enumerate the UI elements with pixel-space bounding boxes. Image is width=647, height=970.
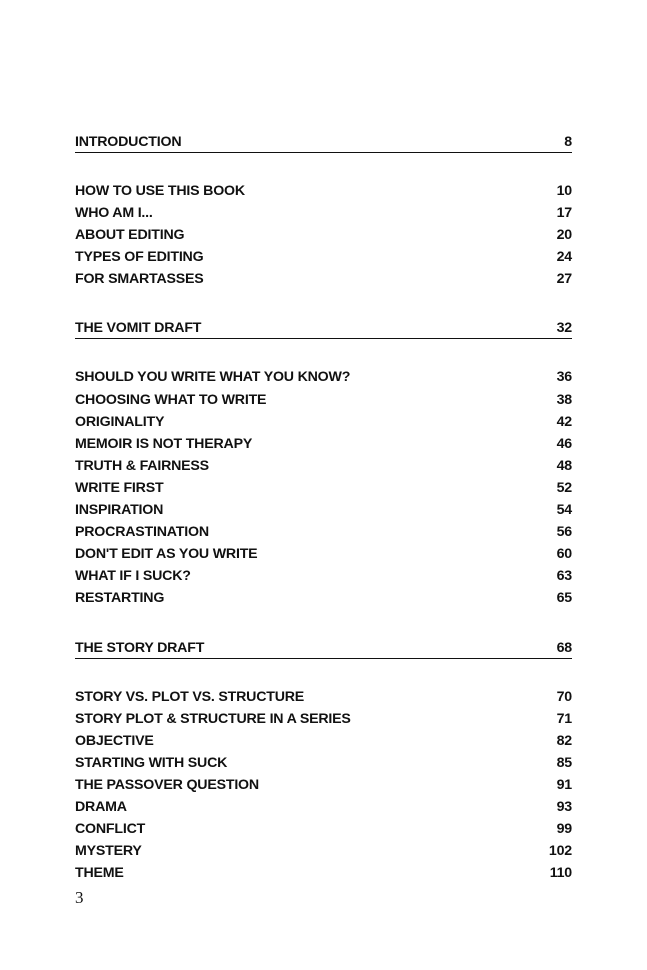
toc-entry-page: 46 xyxy=(556,435,572,452)
toc-entry-title: ABOUT EDITING xyxy=(75,227,185,244)
toc-section-story-draft xyxy=(75,637,572,885)
toc-entry-page: 63 xyxy=(556,568,572,585)
toc-entry-title: HOW TO USE THIS BOOK xyxy=(75,183,245,199)
toc-entry-page: 27 xyxy=(556,271,572,288)
toc-entry xyxy=(75,796,572,818)
toc-entry-page: 99 xyxy=(556,821,572,838)
toc-entry xyxy=(75,818,572,840)
table-of-contents xyxy=(75,131,572,884)
toc-entry-title: DRAMA xyxy=(75,798,127,815)
toc-entry-page: 91 xyxy=(556,776,572,793)
toc-entry-title: FOR SMARTASSES xyxy=(75,271,204,288)
toc-entry-title: SHOULD YOU WRITE WHAT YOU KNOW? xyxy=(75,369,351,386)
toc-entry xyxy=(75,477,572,499)
toc-entry xyxy=(75,268,572,290)
toc-entry-page: 52 xyxy=(556,479,572,496)
toc-entry-title: PROCRASTINATION xyxy=(75,524,209,541)
toc-entry-page: 70 xyxy=(556,688,572,705)
toc-entry-title: WHAT IF I SUCK? xyxy=(75,568,191,585)
toc-entry-title: INSPIRATION xyxy=(75,502,164,519)
toc-entry xyxy=(75,411,572,433)
toc-entry-page: 48 xyxy=(556,457,572,474)
toc-entry xyxy=(75,389,572,411)
toc-entry-page: 110 xyxy=(549,865,572,882)
toc-heading xyxy=(75,317,572,339)
toc-entry xyxy=(75,246,572,268)
toc-entry xyxy=(75,433,572,455)
toc-heading-page: 68 xyxy=(556,639,572,656)
toc-entry-title: ORIGINALITY xyxy=(75,413,165,430)
toc-entry xyxy=(75,224,572,246)
toc-heading-title: THE VOMIT DRAFT xyxy=(75,320,202,337)
toc-entry-page: 82 xyxy=(556,732,572,749)
toc-entry-page: 54 xyxy=(556,502,572,519)
toc-heading-title: INTRODUCTION xyxy=(75,134,182,150)
toc-entry-page: 71 xyxy=(556,710,572,727)
toc-heading xyxy=(75,637,572,659)
toc-entry-title: CHOOSING WHAT TO WRITE xyxy=(75,391,267,408)
toc-entry xyxy=(75,180,572,202)
toc-entry-page: 102 xyxy=(548,843,572,860)
toc-entry-title: CONFLICT xyxy=(75,821,146,838)
toc-entry-title: WHO AM I... xyxy=(75,205,153,222)
toc-entry xyxy=(75,752,572,774)
toc-entry xyxy=(75,862,572,884)
toc-entry-title: MYSTERY xyxy=(75,843,142,860)
toc-entry-title: STARTING WITH SUCK xyxy=(75,754,228,771)
toc-entry-page: 10 xyxy=(556,183,572,199)
toc-entry-title: MEMOIR IS NOT THERAPY xyxy=(75,435,253,452)
toc-entry-title: DON'T EDIT AS YOU WRITE xyxy=(75,546,258,563)
toc-entry-title: WRITE FIRST xyxy=(75,479,164,496)
toc-entry-page: 17 xyxy=(556,205,572,222)
toc-section-introduction xyxy=(75,131,572,317)
toc-heading-page: 32 xyxy=(556,320,572,337)
toc-entry-page: 24 xyxy=(556,249,572,266)
toc-entry-title: STORY VS. PLOT VS. STRUCTURE xyxy=(75,688,305,705)
toc-entry-page: 85 xyxy=(556,754,572,771)
toc-entry-page: 65 xyxy=(556,590,572,607)
toc-entry xyxy=(75,565,572,587)
toc-entry-title: OBJECTIVE xyxy=(75,732,154,749)
toc-section-vomit-draft xyxy=(75,317,572,636)
toc-entry-page: 93 xyxy=(556,798,572,815)
toc-entry-page: 56 xyxy=(556,524,572,541)
toc-entry-page: 42 xyxy=(556,413,572,430)
toc-entry xyxy=(75,840,572,862)
toc-entry-title: RESTARTING xyxy=(75,590,165,607)
toc-entry-page: 38 xyxy=(556,391,572,408)
toc-entry xyxy=(75,708,572,730)
toc-entry xyxy=(75,774,572,796)
toc-entry-page: 60 xyxy=(556,546,572,563)
toc-entry xyxy=(75,202,572,224)
toc-heading-page: 8 xyxy=(564,134,572,150)
toc-entry-title: TYPES OF EDITING xyxy=(75,249,204,266)
toc-entry-title: THE PASSOVER QUESTION xyxy=(75,776,259,793)
toc-entry xyxy=(75,455,572,477)
page-number: 3 xyxy=(75,888,84,907)
toc-entry xyxy=(75,587,572,609)
toc-entry xyxy=(75,686,572,708)
toc-entry xyxy=(75,543,572,565)
toc-entry xyxy=(75,521,572,543)
toc-heading xyxy=(75,131,572,153)
toc-entry-title: STORY PLOT & STRUCTURE IN A SERIES xyxy=(75,710,351,727)
toc-heading-title: THE STORY DRAFT xyxy=(75,639,205,656)
toc-entry xyxy=(75,730,572,752)
toc-entry-page: 20 xyxy=(556,227,572,244)
toc-entry xyxy=(75,366,572,388)
toc-entry-title: THEME xyxy=(75,865,124,882)
toc-entry xyxy=(75,499,572,521)
toc-entry-title: TRUTH & FAIRNESS xyxy=(75,457,209,474)
toc-entry-page: 36 xyxy=(556,369,572,386)
